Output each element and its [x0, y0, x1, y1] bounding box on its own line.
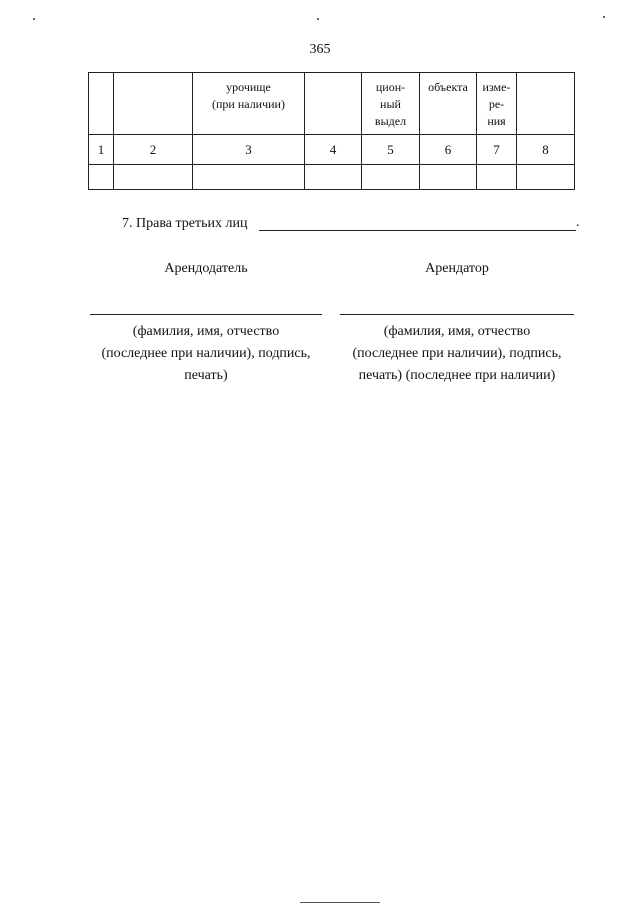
landlord-signature-caption	[84, 321, 328, 387]
column-number: 7	[477, 135, 517, 165]
landlord-signature-line	[90, 314, 322, 315]
header-text: цион- ный выдел	[374, 80, 407, 128]
caption-line: (фамилия, имя, отчество	[383, 324, 531, 339]
scan-speck	[603, 16, 605, 18]
header-cell	[193, 73, 305, 135]
header-text: урочище (при наличии)	[212, 80, 285, 111]
header-cell	[420, 73, 477, 135]
column-number: 1	[89, 135, 114, 165]
table-cell	[362, 165, 420, 190]
table-cell	[193, 165, 305, 190]
column-number: 2	[114, 135, 193, 165]
landlord-title: Арендодатель	[164, 261, 248, 276]
tenant-title: Арендатор	[425, 261, 489, 276]
table-cell	[305, 165, 362, 190]
tenant-signature-caption	[334, 321, 580, 387]
scan-speck	[33, 18, 35, 20]
header-cell	[477, 73, 517, 135]
land-plot-table	[88, 72, 575, 190]
column-number: 4	[305, 135, 362, 165]
header-text: изме- ре- ния	[482, 80, 511, 128]
table-cell	[517, 165, 575, 190]
scan-speck	[317, 18, 319, 20]
third-party-rights-blank	[259, 230, 576, 231]
header-cell	[305, 73, 362, 135]
tenant-signature-line	[340, 314, 574, 315]
table-cell	[114, 165, 193, 190]
caption-line: печать) (последнее при наличии)	[358, 368, 556, 383]
header-cell	[362, 73, 420, 135]
column-number: 3	[193, 135, 305, 165]
table-cell	[477, 165, 517, 190]
header-cell	[114, 73, 193, 135]
page-number: 365	[309, 42, 331, 57]
table-row	[89, 165, 575, 190]
caption-line: (последнее при наличии), подпись,	[101, 346, 311, 361]
header-text: объекта	[428, 80, 468, 94]
caption-line: печать)	[184, 368, 228, 383]
column-number: 8	[517, 135, 575, 165]
column-number: 5	[362, 135, 420, 165]
header-cell	[89, 73, 114, 135]
table-cell	[420, 165, 477, 190]
third-party-rights-end: .	[576, 215, 580, 230]
table-header-row	[89, 73, 575, 135]
third-party-rights-label: 7. Права третьих лиц	[122, 216, 248, 231]
table-column-numbers-row	[89, 135, 575, 165]
caption-line: (фамилия, имя, отчество	[132, 324, 280, 339]
column-number: 6	[420, 135, 477, 165]
scan-edge-mark	[300, 902, 380, 903]
caption-line: (последнее при наличии), подпись,	[352, 346, 562, 361]
table-cell	[89, 165, 114, 190]
header-cell	[517, 73, 575, 135]
